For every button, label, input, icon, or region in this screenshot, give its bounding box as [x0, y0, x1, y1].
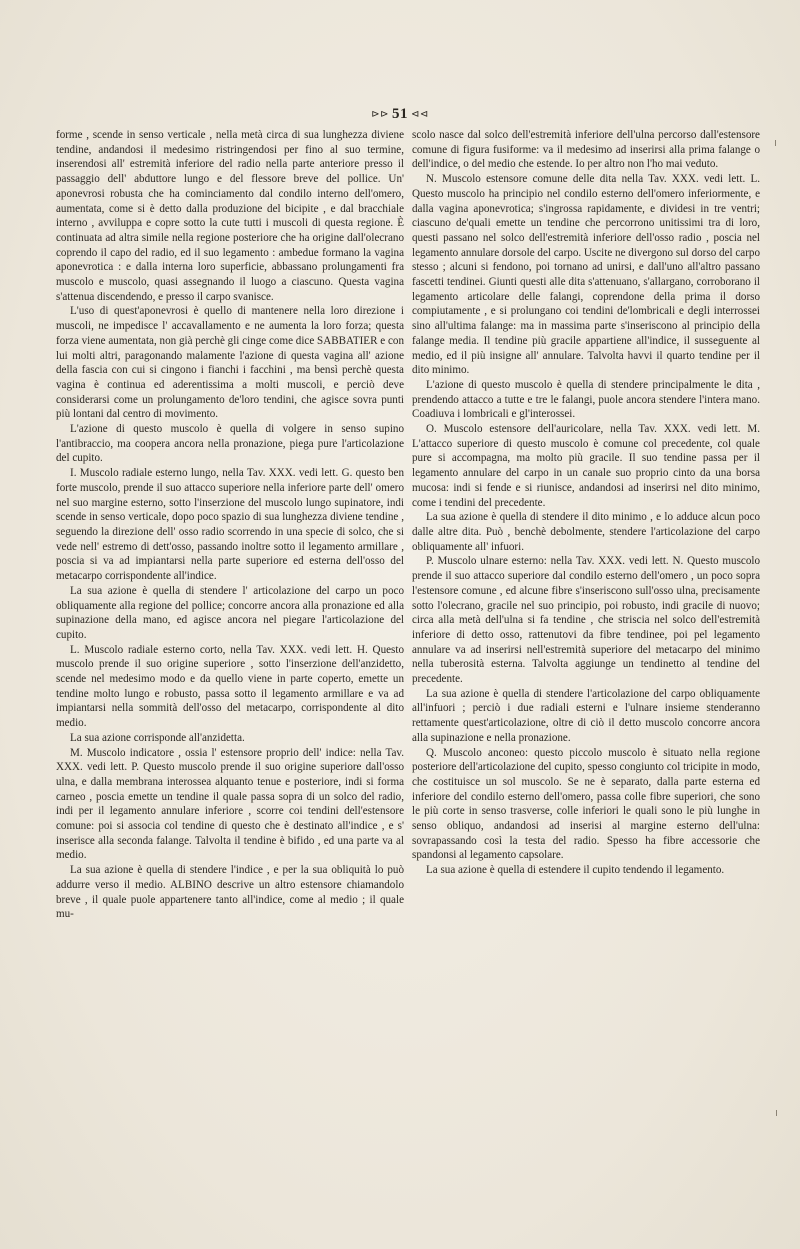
margin-mark: [776, 1110, 777, 1116]
page-header: [0, 106, 800, 123]
right-column: [412, 128, 760, 878]
page-number: 51: [392, 106, 408, 122]
ornament-left: ⊳⊳: [371, 109, 389, 121]
paragraph: L'uso di quest'aponevrosi è quello di mantenere nella loro direzione i muscoli, ne impedisce l' accavallamento e ne aumenta la loro forza; questa forza viene aumentata, non già perchè gli cinge come dice SABBATIER e con lui molti altri, paragonando malamente l'azione di questa vagina all' azione della fascia con cui si cingono i fianchi i facchini , ma bensì perchè questa vagina è continua ed aderentissima a molti muscoli, e perciò deve considerarsi come un prolungamento de'loro tendini, che agisce sovra punti più lontani dal centro di movimento.: [56, 305, 404, 421]
paragraph: L. Muscolo radiale esterno corto, nella Tav. XXX. vedi lett. H. Questo muscolo prende il suo origine superiore , sotto l'inserzione dell'anzidetto, scende nel medesimo modo e da quello viene in parte coperto, emette un tendine molto lungo e robusto, passa sotto il legamento armillare e va ad impiantarsi nella sommità dell'osso del metacarpo, corrispondente al dito medio.: [56, 643, 404, 730]
paragraph: Q. Muscolo anconeo: questo piccolo muscolo è situato nella regione posteriore dell'articolazione del cupito, spesso congiunto col tricipite in modo, che costituisce un sol muscolo. Se ne è separato, dalla parte esterna ed inferiore del condilo esterno dell'omero, passa colle fibre superiori, che sono le più corte in senso trasverse, colle inferiori le quali sono le più lunghe in senso obliquo, andandosi ad inserisi al margine esterno dell'ulna: sovrapassando così la testa del radio. Spesso ha fibre accessorie che spandonsi al legamento capsolare.: [412, 746, 760, 862]
paragraph: La sua azione è quella di stendere il dito minimo , e lo adduce alcun poco dalle altre dita. Può , benchè debolmente, stendere l'articolazione del carpo obliquamente all' infuori.: [412, 511, 760, 553]
paragraph: La sua azione corrisponde all'anzidetta.: [70, 731, 245, 744]
paragraph: La sua azione è quella di stendere l'indice , e per la sua obliquità lo può addurre verso il medio. ALBINO descrive un altro estensore chiamandolo breve , il quale puole appartenere tanto all'indice, come al medio ; il quale mu-: [56, 864, 404, 921]
paragraph: P. Muscolo ulnare esterno: nella Tav. XXX. vedi lett. N. Questo muscolo prende il suo attacco superiore dal condilo esterno dell'omero , un poco sopra l'estensore comune , ed alcune fibre s'inseriscono sull'osso ulna, precisamente sotto l'olecrano, gracile nel suo principio, poi robusto, indi gracile di nuovo; circa alla metà dell'ulna si fa tendine , che striscia nel solco dell'estremità inferiore di detto osso, rattenutovi da fibre tendinee, poi pel legamento annulare va ad inserirsi nell'estremità superiore del metacarpo del minimo nella tuberosità esterna. Talvolta aggiunge un tendinetto al tendine del precedente.: [412, 555, 760, 686]
ornament-right: ⊲⊲: [411, 109, 429, 121]
paragraph: La sua azione è quella di estendere il cupito tendendo il legamento.: [426, 864, 725, 877]
paragraph: L'azione di questo muscolo è quella di volgere in senso supino l'antibraccio, ma coopera ancora nella pronazione, piega pure l'articolazione del cupito.: [56, 423, 404, 465]
left-column: [56, 128, 404, 922]
margin-mark: [775, 140, 776, 146]
paragraph: M. Muscolo indicatore , ossia l' estensore proprio dell' indice: nella Tav. XXX. vedi lett. P. Questo muscolo prende il suo origine superiore dall'osso ulna, e dalla membrana interossea alquanto tenue e posteriore, indi si forma carneo , poscia emette un tendine il quale passa sopra di un solco del radio, indi per il legamento annulare inferiore , scorre coi tendini dell'estensore comune: poi si associa col tendine di questo che è destinato all'indice , e s' inserisce alla seconda falange. Talvolta il tendine è bifido , ed una parte va al medio.: [56, 746, 404, 862]
paragraph: L'azione di questo muscolo è quella di stendere principalmente le dita , prendendo attacco a tutte e tre le falangi, puole ancora stendere l'intera mano. Coadiuva i lombricali e gl'interossei.: [412, 378, 760, 421]
paragraph: scolo nasce dal solco dell'estremità inferiore dell'ulna percorso dall'estensore comune di figura fusiforme: va il medesimo ad inserirsi alla prima falange o dell'indice, o del medio che estende. Io per altro non l'ho mai veduto.: [412, 129, 760, 171]
paragraph: N. Muscolo estensore comune delle dita nella Tav. XXX. vedi lett. L. Questo muscolo ha principio nel condilo esterno dell'omero inferiormente, e dalla vagina aponevrotica; s'ingrossa rapidamente, e dividesi in tre ventri; ciascuno de'quali emette un tendine che percorrono unitissimi tra di loro, questi passano nel solco dell'estremità inferiore dell'osso radio , poscia nel legamento annulare dorsole del carpo. Uscite ne divergono sul dorso del carpo stesso ; alcuni si fendono, poi tornano ad unirsi, e dall'uno all'altro passano fascetti tendinei. Giunti questi alle dita s'attenuano, s'allargano, corroborano il legamento articolare delle falangi, coprendone della prima il dorso compiutamente , e si prolungano coi tendini de'lombricali e degli interrossei sino all'ultima falange: ma in massima parte s'inseriscono al principio della falange media. Il tendine più gracile appartiene all'indice, il susseguente al medio, ed il più insigne all' annulare. Talvolta havvi il quarto tendine per il dito minimo.: [412, 173, 760, 377]
paragraph: La sua azione è quella di stendere l'articolazione del carpo obliquamente all'infuori ; perciò i due radiali esterni e l'ulnare insieme stenderanno rettamente quest'articolazione, oltre di ciò il detto muscolo concorre ancora alla supinazione e nella pronazione.: [412, 687, 760, 744]
paragraph: O. Muscolo estensore dell'auricolare, nella Tav. XXX. vedi lett. M. L'attacco superiore di questo muscolo è comune col precedente, col quale pure si accompagna, ma molto più gracile. Il suo tendine passa per il legamento annulare del carpo in un canale suo proprio cinto da una borsa mucosa: indi si fende e si riunisce, andandosi ad inserirsi nel dito minimo, come i tendini del precedente.: [412, 423, 760, 509]
paragraph: forme , scende in senso verticale , nella metà circa di sua lunghezza diviene tendine, andandosi il medesimo ristringendosi per fino al suo termine, inserendosi all' estremità inferiore del radio nella parte anteriore presso il passaggio dell' abduttore lungo e del flessore breve del pollice. Un' aponevrosi robusta che ha cominciamento dal condilo interno dell'omero, aumentata, come si è detto dalla produzione del bicipite , e dal bracchiale interno , avviluppa e copre sotto la cute tutti i muscoli di questa regione. È continuata ad altra simile nella regione posteriore che ha origine dall'olecrano coprendo il capo del radio, ed il suo legamento : ambedue formano la vagina aponevrotica : e dalla interna loro superficie, abbassano prolungamenti fra muscolo e muscolo, quasi assegnando il luogo a ciascuno. Questa vagina s'attenua discendendo, e presso il carpo svanisce.: [56, 129, 404, 303]
paragraph: La sua azione è quella di stendere l' articolazione del carpo un poco obliquamente alla regione del pollice; concorre ancora alla pronazione ed alla supinazione della mano, ed agisce ancora nel piegare l'articolazione del cupito.: [56, 584, 404, 641]
paragraph: I. Muscolo radiale esterno lungo, nella Tav. XXX. vedi lett. G. questo ben forte muscolo, prende il suo attacco superiore nella inferiore parte dell' omero nel suo margine esterno, sotto l'inserzione del muscolo lungo supinatore, indi scende in senso verticale, dopo poco spazio di sua lunghezza diviene tendine , seguendo la direzione dell' osso radio scorrendo in una specie di solco, che si vede nell' estremo di dett'osso, passando inoltre sotto il legamento armillare , poscia si va ad impiantarsi nella parte superiore ed esterna dell'osso del metacarpo corrispondente all'indice.: [56, 467, 404, 583]
